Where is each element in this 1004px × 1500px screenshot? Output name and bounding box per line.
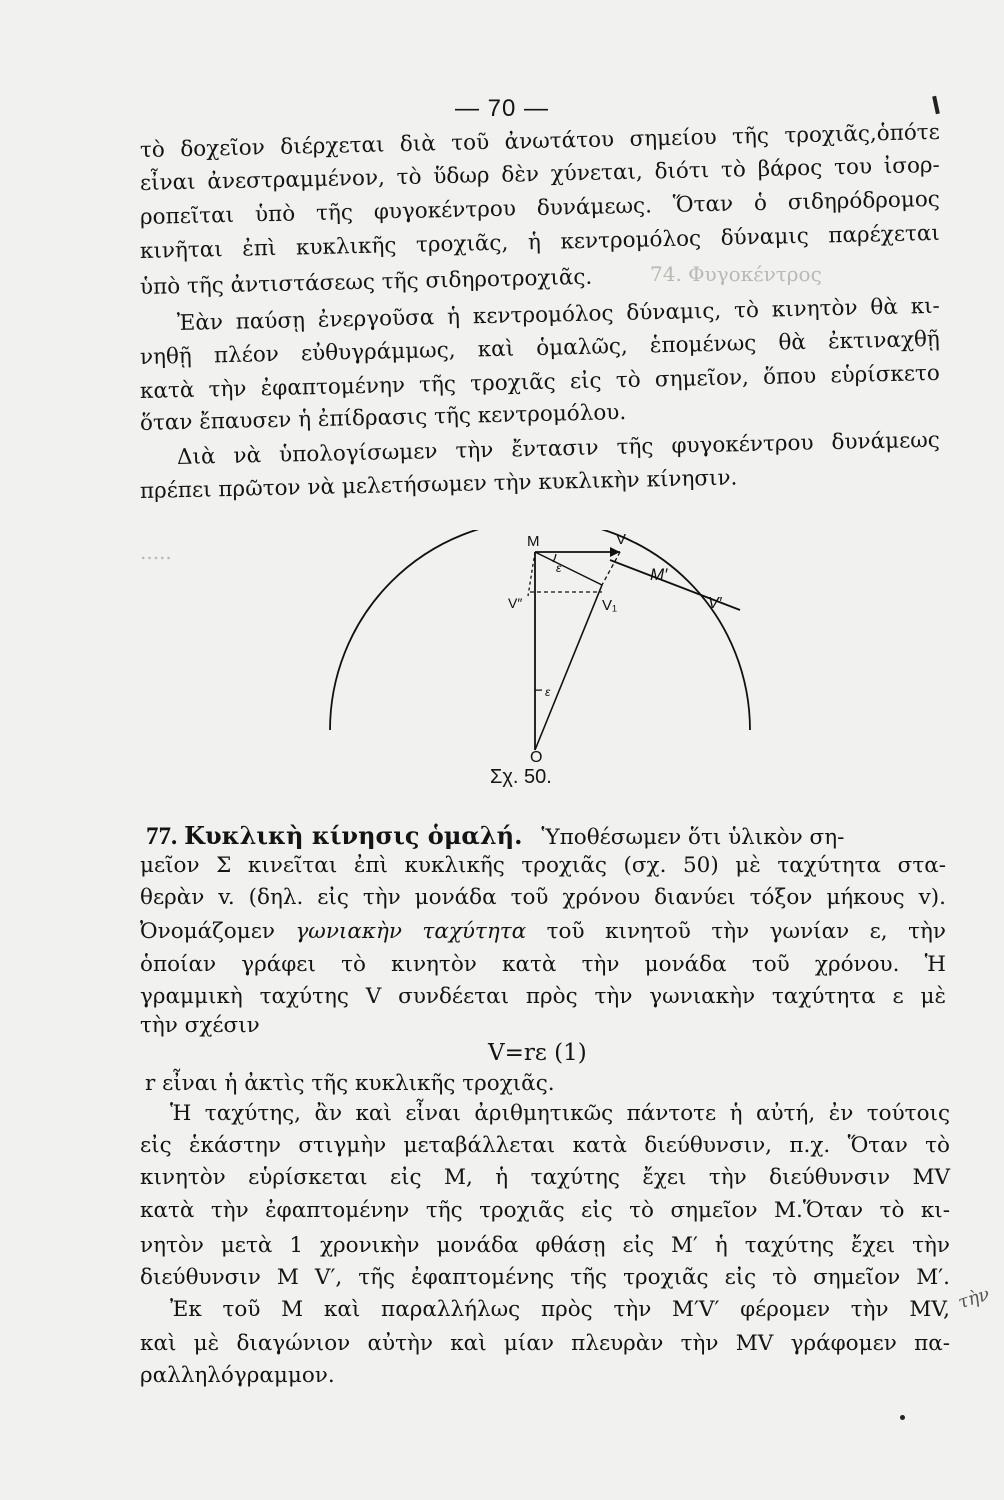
line-MV1 — [535, 552, 602, 585]
text-line: ροπεῖται ὑπὸ τῆς φυγοκέντρου δυνάμεως. Ὅταν ὁ σιδηρόδρομος — [139, 186, 941, 230]
bleed-through-text: 74. Φυγοκέντρος — [650, 262, 822, 286]
text-line: νητὸν μετὰ 1 χρονικὴν μονάδα φθάσῃ εἰς Μ′ ἡ ταχύτης ἔχει τὴν — [140, 1233, 950, 1258]
text-line: νηθῇ πλέον εὐθυγράμμως, καὶ ὁμαλῶς, ἑπομένως θὰ ἐκτιναχθῇ — [139, 326, 941, 370]
label-O: O — [530, 749, 543, 766]
text-line: Διὰ νὰ ὑπολογίσωμεν τὴν ἔντασιν τῆς φυγοκέντρου δυνάμεως — [176, 427, 941, 470]
text-line: Ἐὰν παύσῃ ἐνεργοῦσα ἡ κεντρομόλος δύναμις, τὸ κινητὸν θὰ κι- — [176, 293, 941, 336]
text-line: ὁποίαν γράφει τὸ κινητὸν κατὰ τὴν μονάδα τοῦ χρόνου. Ἡ — [140, 952, 946, 977]
text-span: τοῦ κινητοῦ τὴν γωνίαν ε, τὴν — [546, 919, 947, 944]
text-span: Ὀνομάζομεν — [140, 919, 275, 944]
text-line: πρέπει πρῶτον νὰ μελετήσωμεν τὴν κυκλικὴν κίνησιν. — [139, 465, 738, 504]
label-V: V — [616, 531, 627, 548]
text-line: θερὰν v. (δηλ. εἰς τὴν μονάδα τοῦ χρόνου διανύει τόξον μήκους v). — [140, 885, 946, 910]
text-line-mixed — [140, 918, 946, 946]
text-line: Ἡ ταχύτης, ἂν καὶ εἶναι ἀριθμητικῶς πάντοτε ἡ αὐτή, ἐν τούτοις — [170, 1101, 950, 1126]
label-V1: V₁ — [602, 597, 618, 614]
text-line: κινῆται ἐπὶ κυκλικῆς τροχιᾶς, ἡ κεντρομόλος δύναμις παρέχεται — [139, 220, 941, 264]
text-line: ὅταν ἔπαυσεν ἡ ἐπίδρασις τῆς κεντρομόλου. — [139, 399, 627, 436]
section-title: Κυκλικὴ κίνησις ὁμαλή. — [184, 821, 523, 850]
formula: V=rε (1) — [488, 1040, 587, 1066]
text-line: κατὰ τὴν ἐφαπτομένην τῆς τροχιᾶς εἰς τὸ σημεῖον Μ.Ὅταν τὸ κι- — [140, 1198, 950, 1223]
bleed-through-text: ..... — [140, 540, 172, 564]
text-line: ὑπὸ τῆς ἀντιστάσεως τῆς σιδηροτροχιᾶς. — [139, 264, 593, 300]
dashed-MVpp — [528, 552, 535, 596]
label-V-prime: V′ — [708, 595, 722, 612]
text-line: Ἐκ τοῦ Μ καὶ παραλλήλως πρὸς τὴν Μ′V′ φέρομεν τὴν ΜV, — [170, 1297, 950, 1322]
text-line: r εἶναι ἡ ἀκτὶς τῆς κυκλικῆς τροχιᾶς. — [145, 1071, 555, 1096]
figure-circular-motion — [320, 530, 770, 770]
page-number: — 70 — — [454, 95, 550, 122]
trajectory-arc — [330, 530, 750, 730]
label-V-double-prime: V″ — [508, 595, 523, 611]
text-line: κινητὸν εὑρίσκεται εἰς Μ, ἡ ταχύτης ἔχει τὴν διεύθυνσιν ΜV — [140, 1165, 950, 1190]
text-line: εἶναι ἀνεστραμμένον, τὸ ὕδωρ δὲν χύνεται, διότι τὸ βάρος του ἰσορ- — [139, 152, 941, 196]
label-M: M — [527, 533, 540, 550]
text-line: εἰς ἑκάστην στιγμὴν μεταβάλλεται κατὰ διεύθυνσιν, π.χ. Ὅταν τὸ — [140, 1133, 950, 1158]
label-epsilon-center: ε — [545, 685, 551, 699]
text-line: τὸ δοχεῖον διέρχεται διὰ τοῦ ἀνωτάτου σημείου τῆς τροχιᾶς,ὁπότε — [139, 119, 941, 163]
text-line: διεύθυνσιν Μ V′, τῆς ἐφαπτομένης τῆς τροχιᾶς εἰς τὸ σημεῖον Μ′. — [140, 1265, 950, 1290]
text-line: καὶ μὲ διαγώνιον αὐτὴν καὶ μίαν πλευρὰν τὴν ΜV γράφομεν πα- — [140, 1331, 950, 1356]
italic-term: γωνιακὴν ταχύτητα — [295, 919, 527, 944]
text-line: κατὰ τὴν ἐφαπτομένην τῆς τροχιᾶς εἰς τὸ σημεῖον, ὅπου εὑρίσκετο — [139, 360, 941, 404]
section-number: 77. — [146, 823, 178, 850]
ink-speck — [900, 1415, 905, 1420]
line-OV1 — [535, 585, 602, 750]
dashed-VV1 — [602, 552, 620, 585]
text-line: ραλληλόγραμμον. — [140, 1363, 335, 1388]
text-line: τὴν σχέσιν — [140, 1013, 260, 1038]
text-line: μεῖον Σ κινεῖται ἐπὶ κυκλικῆς τροχιᾶς (σχ. 50) μὲ ταχύτητα στα- — [140, 853, 946, 878]
label-epsilon-top: ε — [556, 561, 562, 575]
section-77-heading-line — [146, 822, 844, 852]
text-span: Ὑποθέσωμεν ὅτι ὑλικὸν ση- — [541, 825, 845, 850]
text-line: γραμμικὴ ταχύτης V συνδέεται πρὸς τὴν γωνιακὴν ταχύτητα ε μὲ — [140, 984, 946, 1009]
handwritten-margin-note: τὴν — [955, 1283, 993, 1314]
label-M-prime: M′ — [650, 565, 668, 584]
figure-caption: Σχ. 50. — [490, 766, 552, 788]
